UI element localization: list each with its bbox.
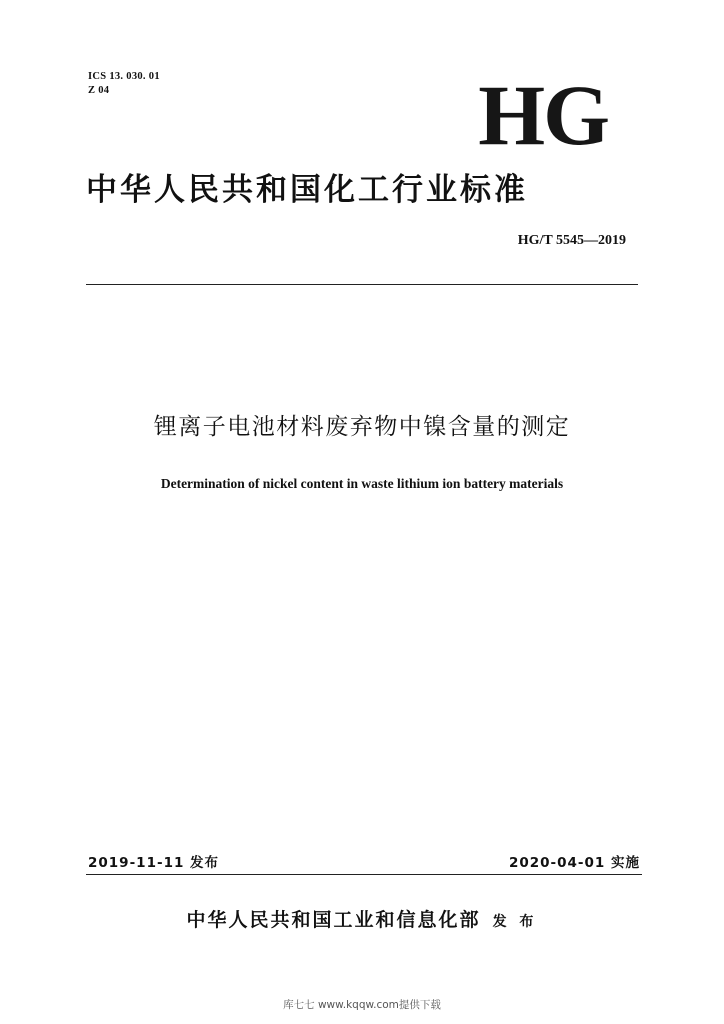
document-title-chinese: 锂离子电池材料废弃物中镍含量的测定	[153, 414, 571, 440]
ics-code: ICS 13. 030. 01	[88, 71, 160, 82]
bottom-divider	[86, 874, 642, 875]
issue-date: 2019-11-11 发布	[88, 855, 220, 871]
top-divider	[86, 284, 638, 285]
hg-logo: HG	[478, 67, 608, 163]
standard-number: HG/T 5545—2019	[517, 233, 626, 248]
classification-codes	[88, 70, 160, 98]
implementation-date: 2020-04-01 实施	[508, 855, 640, 871]
standard-class-title: 中华人民共和国化工行业标准	[86, 172, 528, 208]
document-title-english: Determination of nickel content in waste lithium ion battery materials	[160, 476, 564, 491]
download-footer: 库七七 www.kqqw.com提供下载	[283, 999, 441, 1011]
issuer-name: 中华人民共和国工业和信息化部	[186, 909, 481, 931]
ccs-code: Z 04	[88, 85, 110, 96]
issuer-line	[0, 908, 724, 934]
issuer-action: 发 布	[492, 914, 538, 930]
